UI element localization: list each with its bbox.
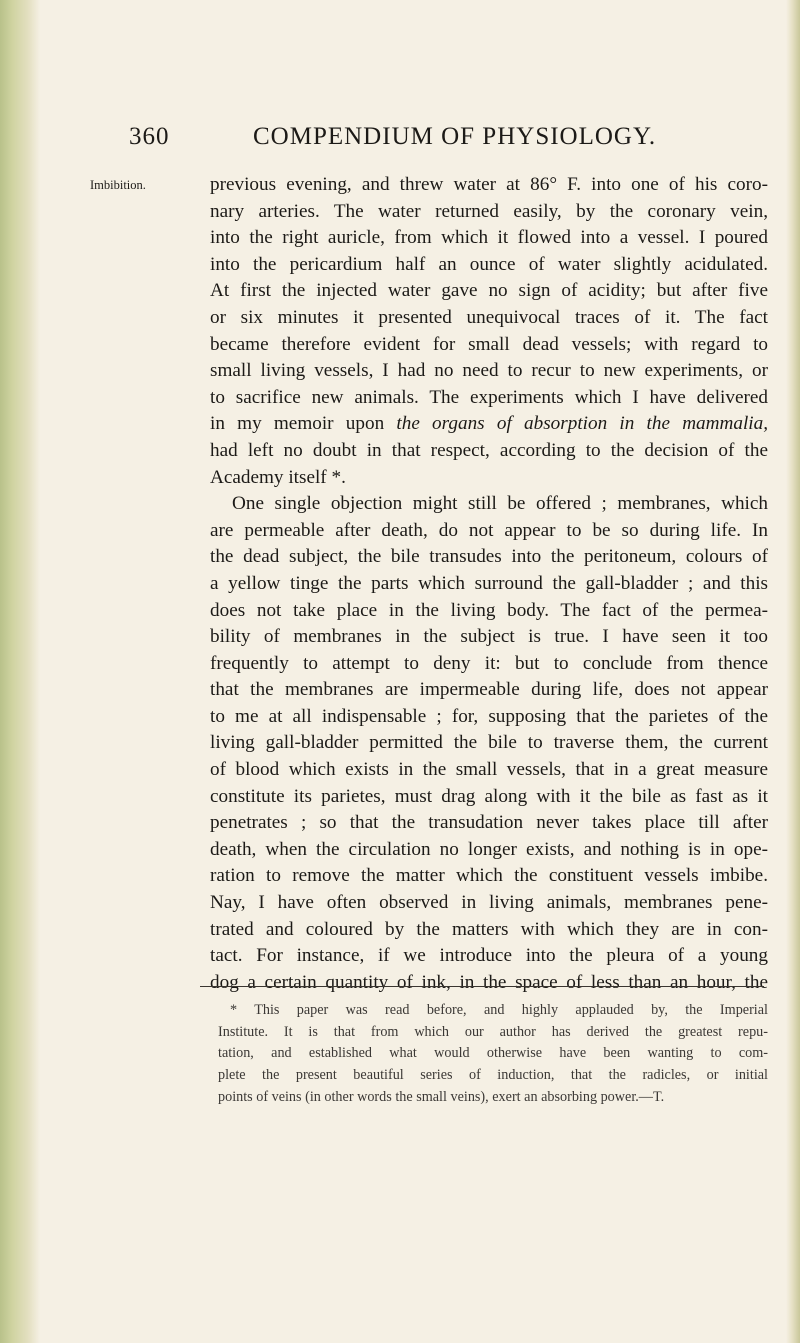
body-line: became therefore evident for small dead vessels; with regard to <box>210 333 768 355</box>
body-line: constitute its parietes, must drag along with it the bile as fast as it <box>210 785 768 807</box>
body-line: Academy itself *. <box>210 466 346 488</box>
page-edge-right <box>786 0 800 1343</box>
body-line: One single objection might still be offered ; membranes, which <box>232 493 768 515</box>
body-text <box>210 172 768 996</box>
body-line: frequently to attempt to deny it: but to conclude from thence <box>210 652 768 674</box>
footnote-line: plete the present beautiful series of induction, that the radicles, or initial <box>218 1067 768 1084</box>
footnote-line: tation, and established what would otherwise have been wanting to com- <box>218 1045 768 1062</box>
body-line: dog a certain quantity of ink, in the space of less than an hour, the <box>210 971 768 993</box>
body-line: penetrates ; so that the transudation never takes place till after <box>210 812 768 834</box>
body-line-italic-title <box>210 411 768 438</box>
body-line: trated and coloured by the matters with which they are in con- <box>210 918 768 940</box>
footnote-line: points of veins (in other words the small veins), exert an absorbing power.—T. <box>218 1088 665 1105</box>
body-line: of blood which exists in the small vessels, that in a great measure <box>210 759 768 781</box>
footnote-line: Institute. It is that from which our author has derived the greatest repu- <box>218 1023 768 1040</box>
margin-note: Imbibition. <box>90 178 146 192</box>
body-line: death, when the circulation no longer exists, and nothing is in ope- <box>210 838 768 860</box>
body-line: to sacrifice new animals. The experiments which I have delivered <box>210 386 768 408</box>
body-line: nary arteries. The water returned easily, by the coronary vein, <box>210 200 768 222</box>
body-line: had left no doubt in that respect, according to the decision of the <box>210 439 768 461</box>
body-line: ration to remove the matter which the constituent vessels imbibe. <box>210 865 768 887</box>
footnote-rule <box>200 986 764 987</box>
body-line: does not take place in the living body. The fact of the permea- <box>210 599 768 621</box>
body-line: Nay, I have often observed in living animals, membranes pene- <box>210 892 768 914</box>
body-line: the dead subject, the bile transudes into the peritoneum, colours of <box>210 546 768 568</box>
footnote <box>218 1000 768 1109</box>
footnote-line: * This paper was read before, and highly applauded by, the Imperial <box>230 1002 768 1018</box>
body-line: into the right auricle, from which it flowed into a vessel. I poured <box>210 227 768 249</box>
body-line: previous evening, and threw water at 86° F. into one of his coro- <box>210 174 768 195</box>
body-line-pre: in my memoir upon <box>210 413 397 435</box>
body-line: into the pericardium half an ounce of water slightly acidulated. <box>210 253 768 275</box>
running-head: COMPENDIUM OF PHYSIOLOGY. <box>253 123 657 150</box>
page-edge-left <box>0 0 40 1343</box>
body-line: to me at all indispensable ; for, supposing that the parietes of the <box>210 705 768 727</box>
body-line: living gall-bladder permitted the bile to traverse them, the current <box>210 732 768 754</box>
body-line: At first the injected water gave no sign of acidity; but after five <box>210 280 768 302</box>
body-line: tact. For instance, if we introduce into the pleura of a young <box>210 945 768 967</box>
body-line: or six minutes it presented unequivocal traces of it. The fact <box>210 306 768 328</box>
body-line: bility of membranes in the subject is true. I have seen it too <box>210 626 768 648</box>
memoir-title: the organs of absorption in the mammalia, <box>396 413 769 435</box>
body-line: are permeable after death, do not appear to be so during life. In <box>210 519 768 541</box>
page-number: 360 <box>129 123 170 150</box>
body-line: a yellow tinge the parts which surround the gall-bladder ; and this <box>210 572 768 594</box>
body-line: small living vessels, I had no need to recur to new experiments, or <box>210 360 768 382</box>
body-line: that the membranes are impermeable during life, does not appear <box>210 679 768 701</box>
